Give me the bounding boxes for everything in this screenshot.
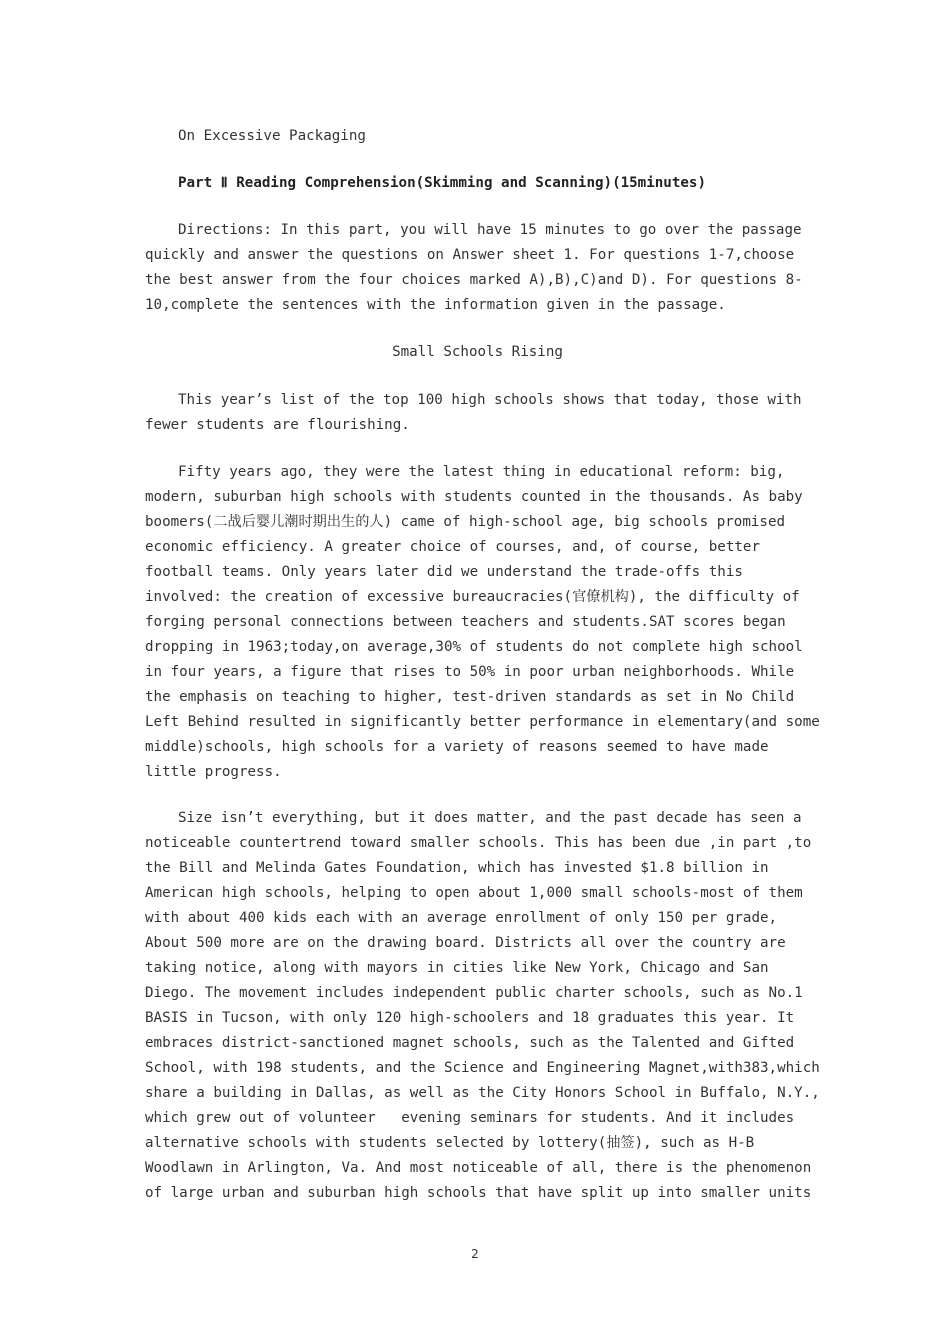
text-line: involved: the creation of excessive bureaucracies(官僚机构), the difficulty of	[145, 589, 800, 605]
text-line: alternative schools with students selected by lottery(抽签), such as H-B	[145, 1135, 755, 1151]
page-number: 2	[471, 1247, 479, 1261]
text-line: Left Behind resulted in significantly better performance in elementary(and some	[145, 714, 820, 730]
text-line: School, with 198 students, and the Science and Engineering Magnet,with383,which	[145, 1060, 820, 1076]
text-line: American high schools, helping to open about 1,000 small schools-most of them	[145, 885, 803, 901]
heading: On Excessive Packaging	[178, 128, 366, 144]
text-line: which grew out of volunteer evening seminars for students. And it includes	[145, 1110, 795, 1126]
text-line: with about 400 kids each with an average enrollment of only 150 per grade,	[145, 910, 778, 926]
text-line: boomers(二战后婴儿潮时期出生的人) came of high-school age, big schools promised	[145, 514, 786, 530]
article-title: Small Schools Rising	[392, 344, 563, 360]
text-line: share a building in Dallas, as well as the City Honors School in Buffalo, N.Y.,	[145, 1085, 820, 1101]
text-line: of large urban and suburban high schools that have split up into smaller units	[145, 1185, 812, 1201]
text-line: Fifty years ago, they were the latest thing in educational reform: big,	[178, 464, 785, 480]
text-line: fewer students are flourishing.	[145, 417, 410, 433]
text-line: Woodlawn in Arlington, Va. And most noticeable of all, there is the phenomenon	[145, 1160, 812, 1176]
text-line: in four years, a figure that rises to 50% in poor urban neighborhoods. While	[145, 664, 795, 680]
text-line: Directions: In this part, you will have 15 minutes to go over the passage	[178, 222, 802, 238]
text-line: About 500 more are on the drawing board. Districts all over the country are	[145, 935, 786, 951]
text-line: noticeable countertrend toward smaller schools. This has been due ,in part ,to	[145, 835, 812, 851]
text-line: BASIS in Tucson, with only 120 high-schoolers and 18 graduates this year. It	[145, 1010, 795, 1026]
text-line: the best answer from the four choices marked A),B),C)and D). For questions 8-	[145, 272, 803, 288]
text-line: the Bill and Melinda Gates Foundation, which has invested $1.8 billion in	[145, 860, 769, 876]
text-line: quickly and answer the questions on Answer sheet 1. For questions 1-7,choose	[145, 247, 795, 263]
text-line: forging personal connections between teachers and students.SAT scores began	[145, 614, 786, 630]
text-line: embraces district-sanctioned magnet schools, such as the Talented and Gifted	[145, 1035, 795, 1051]
text-line: taking notice, along with mayors in cities like New York, Chicago and San	[145, 960, 769, 976]
text-line: football teams. Only years later did we understand the trade-offs this	[145, 564, 743, 580]
text-line: little progress.	[145, 764, 282, 780]
text-line: This year’s list of the top 100 high schools shows that today, those with	[178, 392, 802, 408]
text-line: Diego. The movement includes independent public charter schools, such as No.1	[145, 985, 803, 1001]
text-line: economic efficiency. A greater choice of courses, and, of course, better	[145, 539, 760, 555]
text-line: 10,complete the sentences with the information given in the passage.	[145, 297, 726, 313]
text-line: modern, suburban high schools with students counted in the thousands. As baby	[145, 489, 803, 505]
text-line: the emphasis on teaching to higher, test-driven standards as set in No Child	[145, 689, 795, 705]
text-line: Size isn’t everything, but it does matter, and the past decade has seen a	[178, 810, 802, 826]
text-line: dropping in 1963;today,on average,30% of students do not complete high school	[145, 639, 803, 655]
section-title: Part Ⅱ Reading Comprehension(Skimming and Scanning)(15minutes)	[178, 175, 707, 191]
text-line: middle)schools, high schools for a variety of reasons seemed to have made	[145, 739, 769, 755]
